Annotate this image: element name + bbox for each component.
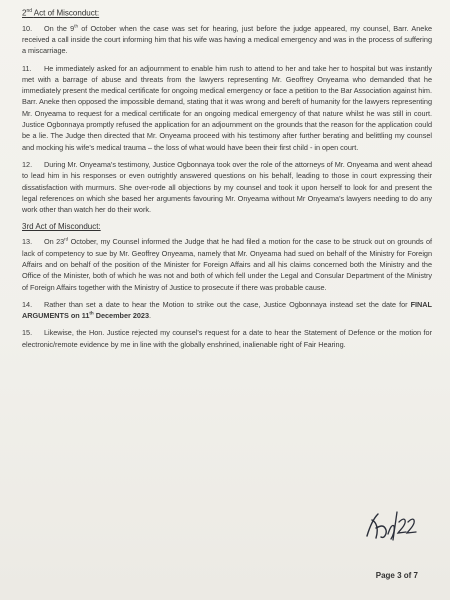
document-body — [22, 6, 432, 356]
paragraph-14: 14. Rather than set a date to hear the Motion to strike out the case, Justice Ogbonnaya instead set the date for FINAL ARGUMENTS on 11th December 2023. — [22, 299, 432, 321]
paragraph-number: 15. — [22, 328, 33, 338]
paragraph-number: 12. — [22, 159, 33, 169]
paragraph-number: 11. — [22, 63, 32, 73]
paragraph-number: 13. — [22, 237, 33, 247]
section-heading-3rd-act: 3rd Act of Misconduct: — [22, 222, 101, 232]
paragraph-12: 12. During Mr. Onyeama's testimony, Justice Ogbonnaya took over the role of the attorneys of Mr. Onyeama and went ahead to lead him in his responses or even outrightly answered questions on his behalf, leading to those in court expressing their dissatisfaction with murmurs. She over-rode all objections by my counsel and took it upon herself to look for and present the legal references on which she based her arguments favouring Mr. Onyeama without Mr Onyeama's lawyers needing to do any work other than watch her do their work. — [22, 159, 432, 215]
paragraph-number: 14. — [22, 299, 33, 309]
paragraph-13: 13. On 23rd October, my Counsel informed the Judge that he had filed a motion for the case to be struck out on grounds of lack of competency to sue by Mr. Geoffrey Onyeama, namely that Mr. Onyeama had sued on behalf of the Ministry for Foreign Affairs and on behalf of the position of the Minister for Foreign Affairs and all his claims concerned both the Ministry and the Office of the Minister, both of which he was not and both of which fell under the Legal and Consular Department of the Ministry of Foreign Affairs together with the Ministry of Justice to prosecute if there was probable cause. — [22, 236, 432, 292]
paragraph-10: 10. On the 9th of October when the case was set for hearing, just before the judge appeared, my counsel, Barr. Aneke received a call inside the court informing him that his wife was having a medical emergency and was in the process of suffering a miscarriage. — [22, 23, 432, 56]
page-number-footer: Page 3 of 7 — [375, 571, 418, 580]
paragraph-number: 10. — [22, 23, 33, 33]
handwritten-signature — [364, 506, 422, 546]
paragraph-15: 15. Likewise, the Hon. Justice rejected my counsel's request for a date to hear the Statement of Defence or the motion for electronic/remote evidence by me in line with the globally enshrined, inalienable right of Fair Hearing. — [22, 328, 432, 349]
paragraph-11: 11. He immediately asked for an adjournment to enable him rush to attend to her and take her to hospital but was instantly met with a barrage of abuse and threats from the lawyers representing Mr. Geoffrey Onyeama who demanded that he immediately present the medical certificate for ongoing medical emergency or face a petition to the Bar Association against him. Barr. Aneke then opposed the impossible demand, stating that it was wrong and bereft of humanity for the lawyers representing Mr. Onyeama to request for a medical certificate for an ongoing medical emergency of that nature whilst he was still in court. Justice Ogbonnaya promptly refused the application for an adjournment on the grounds that the reason for the application could be a lie. The Judge then directed that Mr. Onyeama proceed with his testimony after further berating and belittling my counsel and mocking his wife's medical trauma – the loss of what would have been their first child - in open court. — [22, 63, 432, 152]
section-heading-2nd-act: 2nd Act of Misconduct: — [22, 8, 100, 18]
final-arguments-date: FINAL ARGUMENTS on 11th December 2023 — [22, 299, 432, 321]
